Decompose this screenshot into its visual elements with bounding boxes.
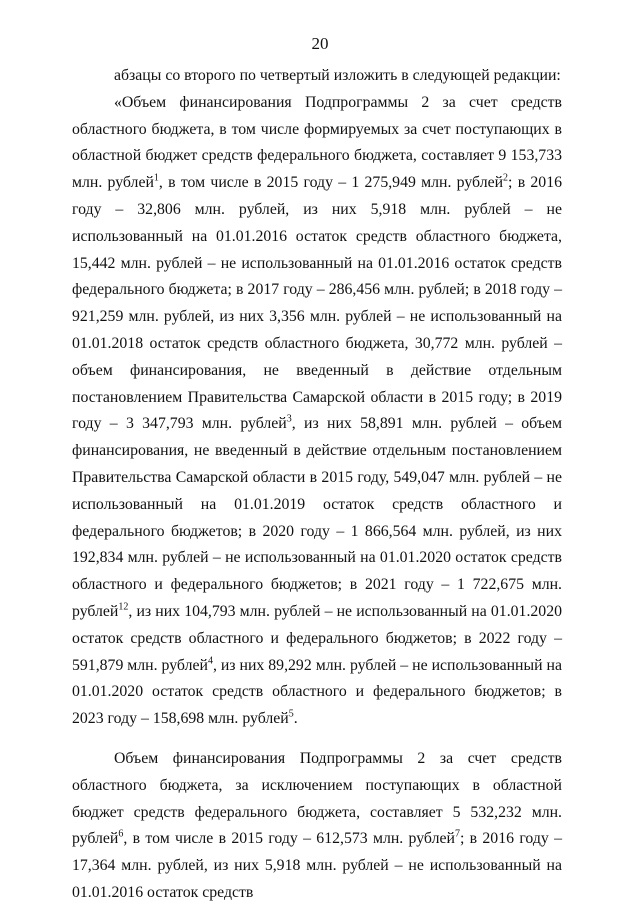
footnote-marker: 1 xyxy=(153,172,159,184)
footnote-marker: 3 xyxy=(286,414,292,426)
paragraph-gap xyxy=(72,733,562,746)
text-segment: ; в 2016 году – 32,806 млн. рублей, из них 5,918 млн. рублей – не использованный на 01.01.2016 остаток средств областного бюджета, 15,442 млн. рублей – не использованный на 01.01.2016 остаток средств федерального бюджета; в 2017 году – 286,456 млн. рублей; в 2018 году – 921,259 млн. рублей, из них 3,356 млн. рублей – не использованный на 01.01.2018 остаток средств областного бюджета, 30,772 млн. рублей – объем финансирования, не введенный в действие отдельным постановлением Правительства Самарской области в 2015 году; в 2019 году – 3 347,793 млн. рублей xyxy=(72,174,562,433)
paragraph-1 xyxy=(72,90,562,733)
intro-line: абзацы со второго по четвертый изложить в следующей редакции: xyxy=(114,67,561,84)
paragraph-2 xyxy=(72,746,562,907)
text-segment: , из них 58,891 млн. рублей – объем финансирования, не введенный в действие отдельным постановлением Правительства Самарской области в 2015 году, 549,047 млн. рублей – не использованный на 01.01.2019 остаток средств областного и федерального бюджетов; в 2020 году – 1 866,564 млн. рублей, из них 192,834 млн. рублей – не использованный на 01.01.2020 остаток средств областного и федерального бюджетов; в 2021 году – 1 722,675 млн. рублей xyxy=(72,415,562,620)
text-segment: . xyxy=(293,710,298,728)
footnote-marker: 2 xyxy=(503,172,509,184)
footnote-marker: 4 xyxy=(207,655,213,667)
text-segment: , из них 104,793 млн. рублей – не использованный на 01.01.2020 остаток средств областного и федерального бюджетов; в 2022 году – 591,879 млн. рублей xyxy=(72,602,562,674)
footnote-marker: 5 xyxy=(288,708,294,720)
text-segment: , из них 89,292 млн. рублей – не использованный на 01.01.2020 остаток средств областного и федерального бюджетов; в 2023 году – 158,698 млн. рублей xyxy=(72,656,562,728)
page-number: 20 xyxy=(311,34,329,53)
document-body xyxy=(72,63,562,907)
text-segment: «Объем финансирования Подпрограммы 2 за счет средств областного бюджета, в том числе формируемых за счет поступающих в областной бюджет средств федерального бюджета, составляет 9 153,733 млн. рублей xyxy=(72,93,562,192)
text-segment: , в том числе в 2015 году – 1 275,949 млн. рублей xyxy=(158,174,504,192)
footnote-marker: 7 xyxy=(454,829,460,841)
text-segment: Объем финансирования Подпрограммы 2 за счет средств областного бюджета, за исключением поступающих в областной бюджет средств федерального бюджета, составляет 5 532,232 млн. рублей xyxy=(72,749,562,848)
text-segment: ; в 2016 году – 17,364 млн. рублей, из них 5,918 млн. рублей – не использованный на 01.01.2016 остаток средств xyxy=(72,830,562,901)
footnote-marker: 12 xyxy=(118,601,129,613)
footnote-marker: 6 xyxy=(118,829,124,841)
text-segment: , в том числе в 2015 году – 612,573 млн. рублей xyxy=(123,830,455,848)
